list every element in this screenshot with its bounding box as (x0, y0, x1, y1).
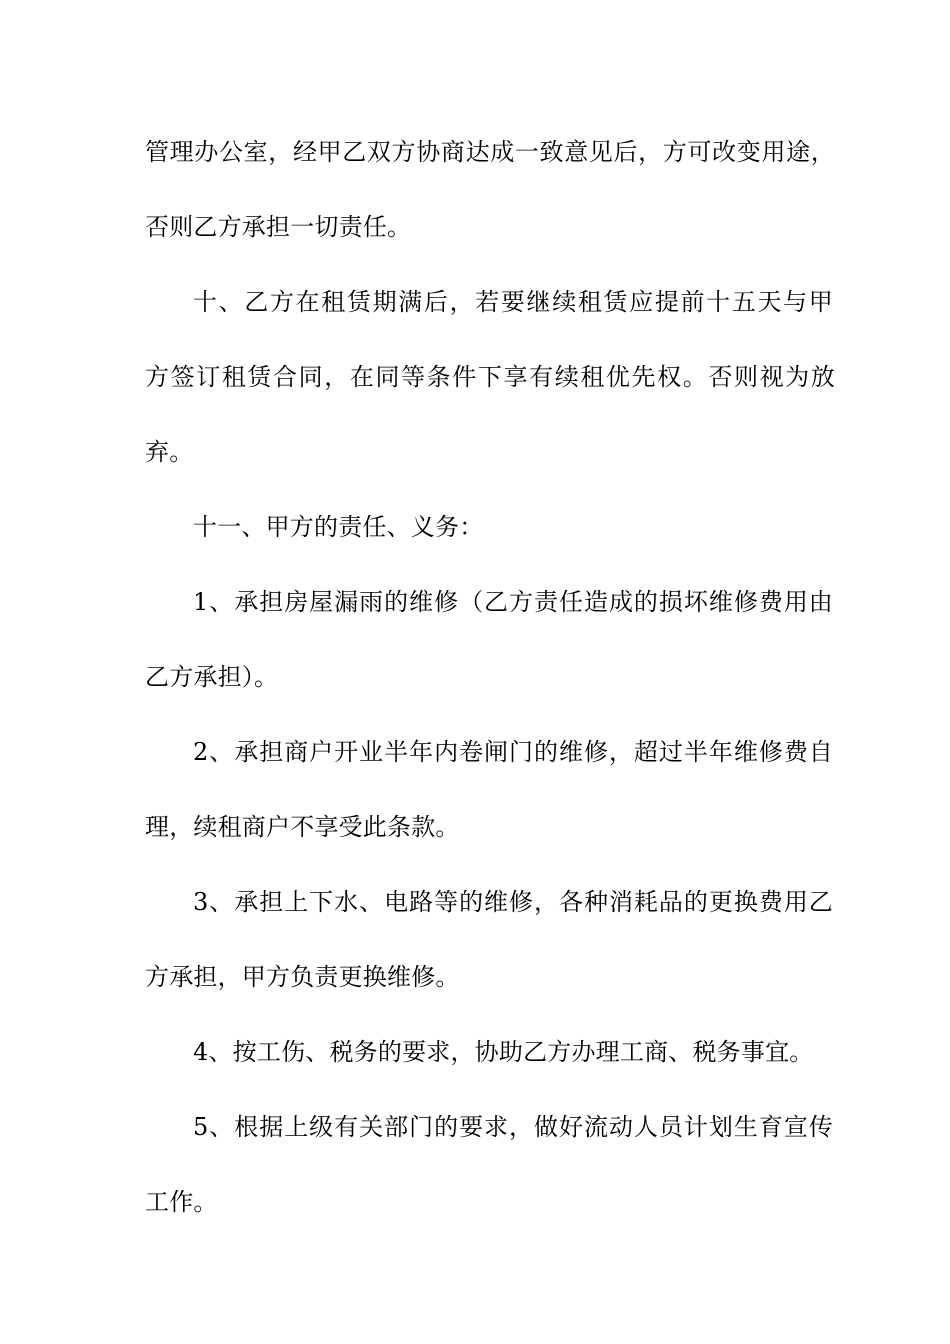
section-ten-heading-line: 十、乙方在租赁期满后，若要继续租赁应提前十五天与甲 (193, 288, 833, 316)
text-line: 工作。 (145, 1188, 218, 1216)
text-line: 管理办公室，经甲乙双方协商达成一致意见后，方可改变用途， (145, 138, 835, 166)
section-eleven-heading: 十一、甲方的责任、义务： (193, 513, 484, 541)
text-line: 乙方承担）。 (145, 663, 279, 691)
text-line: 否则乙方承担一切责任。 (145, 213, 412, 241)
text-line: 方签订租赁合同，在同等条件下享有续租优先权。否则视为放 (145, 363, 835, 391)
text-line: 方承担，甲方负责更换维修。 (145, 963, 460, 991)
list-item-4-line: 4、按工伤、税务的要求，协助乙方办理工商、税务事宜。 (193, 1038, 814, 1066)
text-line: 弃。 (145, 438, 194, 466)
list-item-2-line: 2、承担商户开业半年内卷闸门的维修，超过半年维修费自 (193, 738, 833, 766)
list-item-5-line: 5、根据上级有关部门的要求，做好流动人员计划生育宣传 (193, 1113, 833, 1141)
list-item-1-line: 1、承担房屋漏雨的维修（乙方责任造成的损坏维修费用由 (193, 588, 833, 616)
list-item-3-line: 3、承担上下水、电路等的维修，各种消耗品的更换费用乙 (193, 888, 833, 916)
text-line: 理，续租商户不享受此条款。 (145, 813, 460, 841)
